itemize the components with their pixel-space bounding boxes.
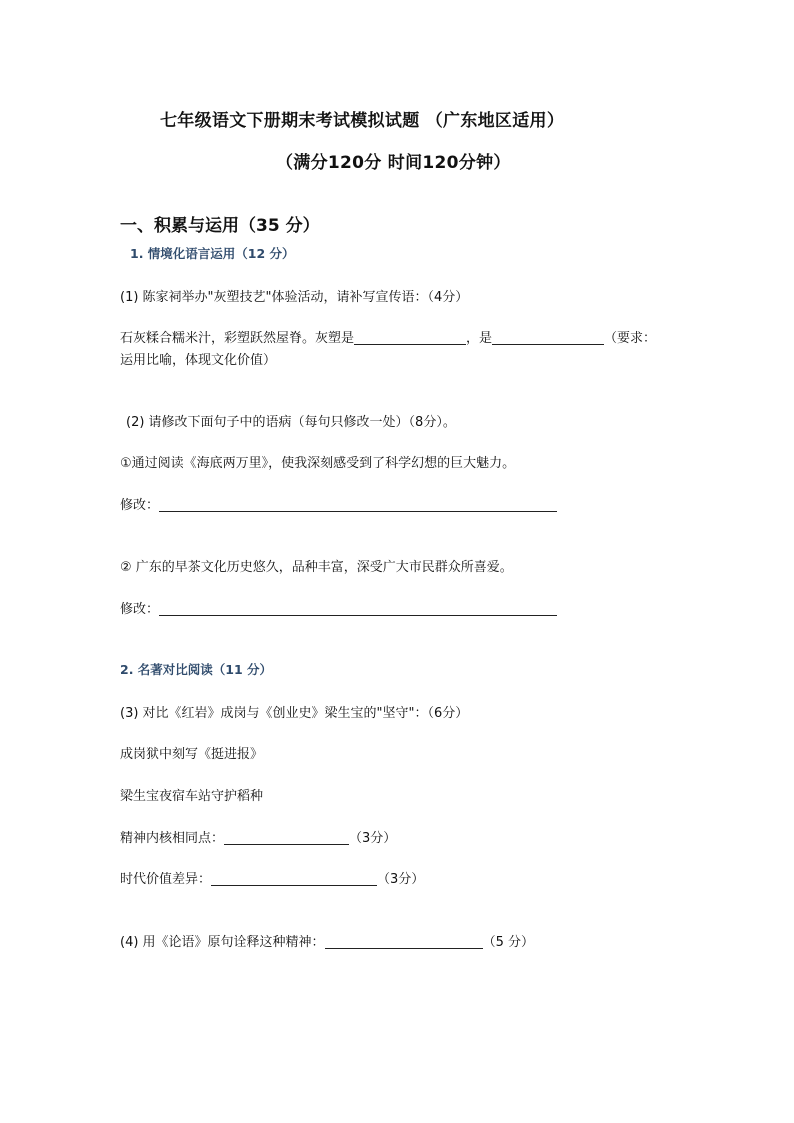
common-score: （3分） xyxy=(349,831,397,846)
section-heading: 一、积累与运用（35 分） xyxy=(120,216,320,236)
q2-p3-common xyxy=(120,827,396,846)
line-a-start: 石灰糅合糯米汁，彩塑跃然屋脊。灰塑是 xyxy=(120,331,355,346)
common-label: 精神内核相同点： xyxy=(120,831,225,846)
answer-blank-7[interactable] xyxy=(325,934,483,949)
fix-label: 修改： xyxy=(120,602,160,617)
q1-p2-sentence-2: ② 广东的早茶文化历史悠久，品种丰富，深受广大市民群众所喜爱。 xyxy=(120,560,513,575)
line-a-mid: ，是 xyxy=(466,331,493,346)
q2-p3-diff xyxy=(120,868,424,887)
q2-p3-prompt: (3) 对比《红岩》成岗与《创业史》梁生宝的"坚守"：（6分） xyxy=(120,706,469,721)
q2-p3-item-2: 梁生宝夜宿车站守护稻种 xyxy=(120,789,264,804)
line-a-end: （要求： xyxy=(604,331,657,346)
q1-p1-line-b: 运用比喻，体现文化价值） xyxy=(120,353,277,368)
answer-blank-6[interactable] xyxy=(211,871,377,886)
diff-score: （3分） xyxy=(377,872,425,887)
q1-p1-line-a xyxy=(120,327,656,346)
q2-heading: 2. 名著对比阅读（11 分） xyxy=(120,662,273,677)
q1-heading: 1. 情境化语言运用（12 分） xyxy=(130,246,295,261)
p4-score: （5 分） xyxy=(482,935,534,950)
answer-blank-2[interactable] xyxy=(492,330,604,345)
q1-p2-fix-2 xyxy=(120,598,557,617)
q1-p2-sentence-1: ①通过阅读《海底两万里》，使我深刻感受到了科学幻想的巨大魅力。 xyxy=(120,456,516,471)
answer-blank-5[interactable] xyxy=(224,830,349,845)
answer-blank-1[interactable] xyxy=(354,330,466,345)
answer-blank-3[interactable] xyxy=(159,497,557,512)
q1-p1-prompt: (1) 陈家祠举办"灰塑技艺"体验活动，请补写宣传语：（4分） xyxy=(120,290,469,305)
diff-label: 时代价值差异： xyxy=(120,872,212,887)
answer-blank-4[interactable] xyxy=(159,601,557,616)
exam-subtitle: （满分120分 时间120分钟） xyxy=(276,153,511,173)
q1-p2-prompt: (2) 请修改下面句子中的语病（每句只修改一处）（8分）。 xyxy=(126,415,456,430)
q2-p3-item-1: 成岗狱中刻写《挺进报》 xyxy=(120,747,264,762)
q2-p4 xyxy=(120,931,534,950)
q1-p2-fix-1 xyxy=(120,494,557,513)
fix-label: 修改： xyxy=(120,498,160,513)
exam-title: 七年级语文下册期末考试模拟试题 （广东地区适用） xyxy=(160,111,565,131)
p4-prompt: (4) 用《论语》原句诠释这种精神： xyxy=(120,935,325,950)
